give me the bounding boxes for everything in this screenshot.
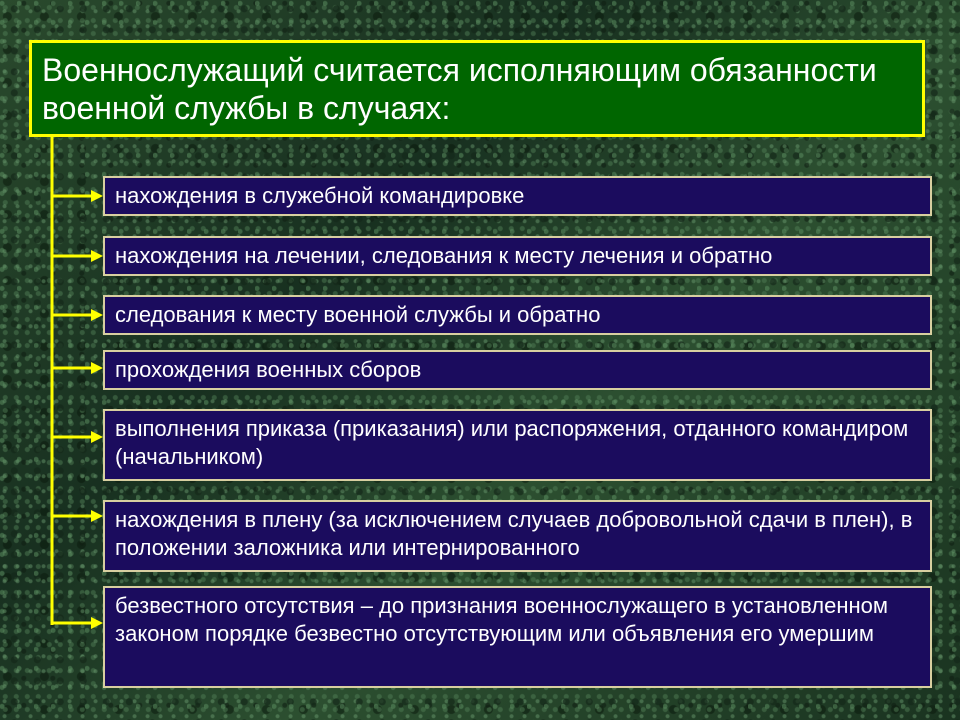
arrow-head-icon	[91, 617, 103, 629]
list-item	[103, 176, 932, 216]
arrow-head-icon	[91, 510, 103, 522]
arrow-head-icon	[91, 362, 103, 374]
connector-branches	[52, 190, 103, 629]
page-title: Военнослужащий считается исполняющим обязанности военной службы в случаях:	[42, 52, 877, 126]
list-item-text: нахождения на лечении, следования к месту лечения и обратно	[115, 243, 773, 268]
list-item-text: нахождения в плену (за исключением случаев добровольной сдачи в плен), в положении заложника или интернированного	[115, 507, 913, 560]
list-item-text: нахождения в служебной командировке	[115, 183, 525, 208]
list-item-text: прохождения военных сборов	[115, 357, 422, 382]
arrow-head-icon	[91, 250, 103, 262]
list-item	[103, 500, 932, 572]
list-item-text: следования к месту военной службы и обратно	[115, 302, 601, 327]
list-item	[103, 350, 932, 390]
list-item-text: безвестного отсутствия – до признания военнослужащего в установленном законом порядке безвестно отсутствующим или объявления его умершим	[115, 593, 888, 646]
list-item-text: выполнения приказа (приказания) или распоряжения, отданного командиром (начальником)	[115, 416, 909, 469]
list-item	[103, 295, 932, 335]
list-item	[103, 409, 932, 481]
list-item	[103, 236, 932, 276]
arrow-head-icon	[91, 309, 103, 321]
list-item	[103, 586, 932, 688]
arrow-head-icon	[91, 190, 103, 202]
arrow-head-icon	[91, 431, 103, 443]
title-box	[29, 40, 925, 137]
